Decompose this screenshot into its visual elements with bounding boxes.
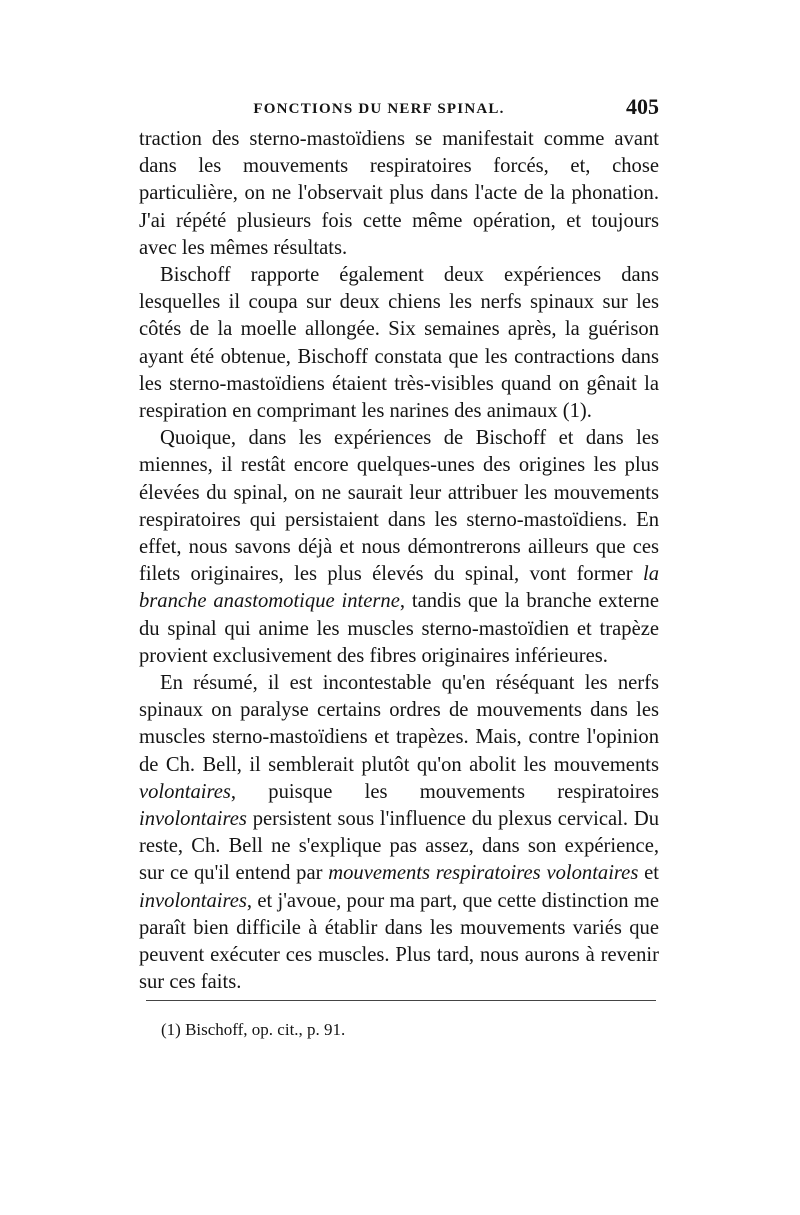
text-run: traction des sterno-mastoïdiens se manifestait comme avant dans les mouvements respiratoires forcés, et, chose particulière, on ne l'observait plus dans l'acte de la phonation. J'ai répété plusieurs fois cette même opération, et toujours avec les mêmes résultats. (139, 128, 659, 259)
footnote: (1) Bischoff, op. cit., p. 91. (161, 1020, 346, 1039)
text-run: Bischoff rapporte également deux expériences dans lesquelles il coupa sur deux chiens les nerfs spinaux sur les côtés de la moelle allongée. Six semaines après, la guérison ayant été obtenue, Bischoff constata que les contractions dans les sterno-mastoïdiens étaient très-visibles quand on gênait la respiration en comprimant les narines des animaux (1). (139, 264, 659, 423)
paragraph (139, 262, 659, 425)
text-run: persistent sous l'influence du plexus cervical. Du reste, Ch. Bell ne s'explique pas assez, dans son expérience, sur ce qu'il entend par (139, 808, 659, 885)
paragraph (139, 425, 659, 670)
italic-term: volontaires (139, 780, 231, 803)
paragraph (139, 126, 659, 262)
paragraph (139, 670, 659, 996)
text-run: , tandis que la branche externe du spinal qui anime les muscles sterno-mastoïdien et trapèze provient exclusivement des fibres originaires inférieures. (139, 590, 659, 667)
page-number: 405 (626, 94, 659, 119)
running-title: FONCTIONS DU NERF SPINAL. (253, 101, 505, 117)
text-run: Quoique, dans les expériences de Bischoff et dans les miennes, il restât encore quelques-unes des origines les plus élevées du spinal, on ne saurait leur attribuer les mouvements respiratoires qui persistaient dans les sterno-mastoïdiens. En effet, nous savons déjà et nous démontrerons ailleurs que ces filets originaires, les plus élevés du spinal, vont former (139, 427, 659, 586)
text-run: , et j'avoue, pour ma part, que cette distinction me paraît bien difficile à établir dans les mouvements variés que peuvent exécuter ces muscles. Plus tard, nous aurons à revenir sur ces faits. (139, 889, 659, 994)
footnote-divider (146, 1000, 656, 1001)
italic-term: mouvements respiratoires volontaires (328, 862, 639, 885)
text-run: En résumé, il est incontestable qu'en réséquant les nerfs spinaux on paralyse certains ordres de mouvements dans les muscles sterno-mastoïdiens et trapèzes. Mais, contre l'opinion de Ch. Bell, il semblerait plutôt qu'on abolit les mouvements (139, 672, 659, 776)
italic-term: la branche anastomotique interne (139, 563, 659, 613)
running-head (139, 95, 659, 123)
text-run: , puisque les mouvements respiratoires (230, 780, 659, 803)
italic-term: involontaires (139, 889, 247, 912)
italic-term: involontaires (139, 808, 247, 831)
text-run: et (638, 862, 659, 885)
body-text (139, 126, 659, 997)
